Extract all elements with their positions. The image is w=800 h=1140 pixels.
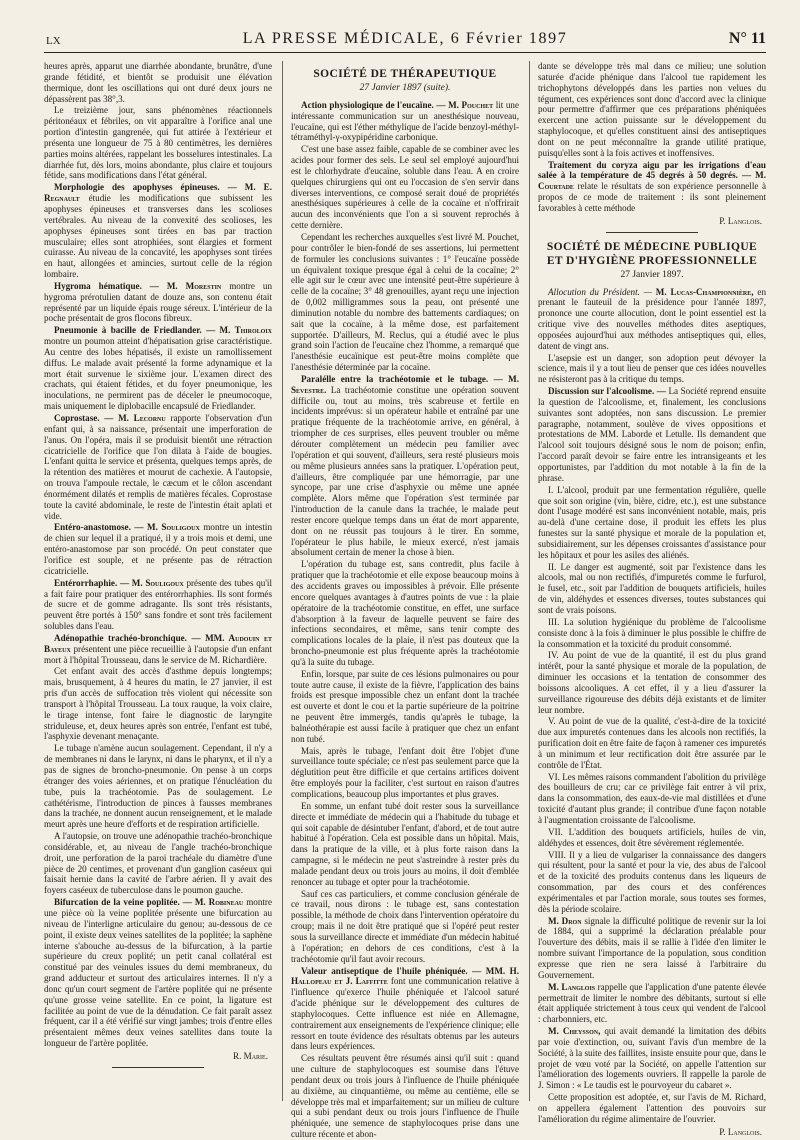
article-text: présentent une pièce recueillie à l'autopsie d'un enfant mort à l'hôpital Trousseau, dans le service de M. Richardière. — [44, 643, 272, 665]
paragraph: Enfin, lorsque, par suite de ces lésions pulmonaires ou pour toute autre cause, il existe de la fièvre, l'application des bains froids est presque impossible chez un enfant dont la trachée est ouverte et dont le cou et la partie supérieure de la poitrine ne peuvent être immergés, tandis qu'après le tubage, la balnéothérapie est aussi facile à pratiquer que chez un enfant non tubé. — [291, 668, 519, 744]
article-author: M. Robineau — [194, 897, 244, 908]
article-text: montre un hygroma prérotulien datant de douze ans, son contenu était représenté par un liquide épais rouge séreux. L'intérieur de la poche présentait de gros flocons fibreux. — [44, 280, 272, 324]
article-author: M. Lucas-Championnière, — [655, 286, 754, 297]
page-number: LX — [46, 35, 61, 47]
article-title: Traitement du coryza aigu par les irrigations d'eau salée à la température de 45 degrés à 50 degrés. — — [538, 159, 766, 181]
paragraph-langlois — [538, 982, 766, 1025]
article-author: M. Courtade — [538, 170, 766, 192]
article-author: M. Thiroloix — [219, 325, 273, 336]
article-text: montre un intestin de chien sur lequel il a pratiqué, il y a trois mois et demi, une entéro-anastomose par son procédé. On peut constater que l'orifice est souple, et ne présente pas de rétraction cicatricielle. — [44, 522, 272, 576]
paragraph: Cette proposition est adoptée, et, sur l'avis de M. Richard, on appellera également l'attention des pouvoirs sur l'amélioration du régime alimentaire de l'ouvrier. — [538, 1092, 766, 1124]
speaker-name: M. Langlois — [548, 981, 596, 992]
article-text: font une communication relative à l'influence qu'exerce l'huile phéniquée et l'alcool saturé d'acide phénique sur le développement des cultures de staphylocoques. Cette influence est niée en Allemagne, contrairement aux enseignements de l'expérience clinique; elle ressort en toute évidence des résultats obtenus par les auteurs dans leurs expériences. — [291, 976, 520, 1052]
article-author: M. Sevestre. — [291, 373, 520, 395]
article-veine-poplitee — [44, 897, 272, 1049]
article-author: M. Lecornu — [118, 413, 166, 423]
article-author: MM. Audouin et Bayeux — [44, 632, 272, 654]
speaker-text: qui avait demandé la limitation des débits par voie d'extinction, ou, suivant l'avis d'un membre de la Société, à la suite des faillites, insiste ensuite pour que, dans le projet de vœu voté par la Société, on appelle l'attention sur l'amélioration des logements ouvriers. Il rappelle la parole de J. Simon : « Le taudis est le pourvoyeur du cabaret ». — [538, 1026, 766, 1091]
conclusion-item: I. L'alcool, produit par une fermentation régulière, quelle que soit son origine (vin, bière, cidre, etc.), est une substance dont l'usage modéré est sans inconvénient notable, mais, pris au-delà d'une certaine dose, il produit les effets les plus funestes sur la santé physique et morale de la population et, subsidiairement, sur les dépenses croissantes d'assistance pour les hôpitaux et pour les asiles des aliénés. — [538, 484, 766, 560]
article-alcoolisme — [538, 386, 766, 484]
section-heading: SOCIÉTÉ DE MÉDECINE PUBLIQUE ET D'HYGIÈNE PROFESSIONNELLE — [546, 240, 758, 267]
article-text: montre un poumon atteint d'hépatisation grise caractéristique. Au centre des lobes hépatisés, il existe un ramollissement diffus. Le malade avait présenté la forme adynamique et la mort était survenue le sixième jour. L'examen direct des crachats, qui étaient fétides, et du foyer pneumonique, les inoculations, ne permirent pas de déceler le pneumocoque, mais uniquement le diplobacille encapsulé de Friedlander. — [44, 336, 272, 412]
column-2 — [282, 61, 520, 1140]
article-coprostase — [44, 413, 272, 521]
conclusion-item: IV. Au point de vue de la quantité, il est du plus grand intérêt, pour la santé physique et morale de la population, de diminuer les occasions et la tentation de consommer des boissons alcooliques. A cet effet, il y a lieu d'assurer la surveillance rigoureuse des débits déjà existants et de limiter leur nombre. — [538, 650, 766, 715]
article-text: en prenant le fauteuil de la présidence pour l'année 1897, prononce une courte allocution, dont le point essentiel est la critique vive des nouvelles méthodes dites aseptiques, opposées aujourd'hui aux méthodes antiseptiques qui, elles, datent de vingt ans. — [538, 286, 766, 351]
page-header — [44, 30, 766, 53]
paragraph: Ces résultats peuvent être résumés ainsi qu'il suit : quand une culture de staphylocoques est soumise dans l'étuve pendant deux ou trois jours à l'influence de l'huile phéniquée au dixième, au cinquantième, ou même au centième, elle se développe très mal et imparfaitement; sur un milieu de culture qui a subi pendant deux ou trois jours l'influence de l'huile phéniquée, une semence de staphylocoques prise dans une culture récente et abon- — [291, 1053, 519, 1140]
conclusion-item: VIII. Il y a lieu de vulgariser la connaissance des dangers qui résultent, pour la santé et pour la vie, des abus de l'alcool et de la toxicité des produits contenus dans les liqueurs de consommation, par des cours et des conférences expérimentales et par l'action morale, sous toutes ses formes, dès la période scolaire. — [538, 849, 766, 914]
article-title: Bifurcation de la veine poplitée. — — [54, 897, 192, 908]
article-author: MM. H. Hallopeau et J. Laffitte — [291, 965, 520, 987]
article-title: Morphologie des apophyses épineuses. — — [54, 182, 237, 193]
journal-title: LA PRESSE MÉDICALE, 6 Février 1897 — [242, 30, 568, 47]
signature: R. Marie. — [233, 1050, 268, 1061]
article-text: lit une intéressante communication sur un anesthésique nouveau, l'eucaïne, qui est l'éther méthylique de l'acide benzoyl-méthyl-tétraméthyl-γ-oxypipéridine carbonique. — [291, 99, 519, 143]
signature: P. Langlois. — [719, 215, 762, 226]
article-author: M. Souligoux — [131, 577, 184, 588]
columns — [44, 61, 767, 1140]
article-title: Adénopathie trachéo-bronchique. — — [54, 632, 201, 643]
article-morphologie — [44, 182, 272, 280]
article-title: Entérorrhaphie. — — [54, 577, 130, 588]
article-text: présente des tubes qu'il a fait faire pour pratiquer des entérorrhaphies. Ils sont formés de sucre et de gomme adragante. Ils sont très résistants, peuvent être portés à 150° sans fondre et sont très facilement solubles dans l'eau. — [44, 577, 272, 632]
article-title: Coprostase. — — [54, 413, 114, 423]
article-title: Entéro-anastomose. — — [54, 522, 144, 533]
conclusion-item: V. Au point de vue de la qualité, c'est-à-dire de la toxicité due aux impuretés contenues dans les alcools non rectifiés, la purification doit en être faite de façon à ramener ces impuretés à un minimum et leur rectification doit être assurée par le contrôle de l'État. — [538, 716, 766, 770]
article-allocution — [538, 287, 766, 352]
paragraph: Cet enfant avait des accès d'asthme depuis longtemps; mais, brusquement, à 4 heures du matin, le 27 janvier, il est pris d'un accès de suffocation très violent qui nécessite son transport à l'hôpital Trousseau. La toux rauque, la voix claire, le tirage intense, font faire le diagnostic de laryngite striduleuse, et, deux heures après son entrée, l'enfant est tubé, l'asphyxie devenant menaçante. — [44, 666, 272, 742]
paragraph: En somme, un enfant tubé doit rester sous la surveillance directe et immédiate de médecin qui a l'habitude du tubage et qui soit capable de désintuber l'enfant, d'abord, et de tout autre habitué à l'opération. Cela est possible dans un hôpital. Mais, dans la pratique de la ville, et à plus forte raison dans la campagne, si le médecin ne peut s'astreindre à rester près du malade pendant deux ou trois jours au moins, il doit d'emblée renoncer au tubage et opter pour la trachéotomie. — [291, 800, 519, 887]
conclusion-item: III. La solution hygiénique du problème de l'alcoolisme consiste donc à la fois à diminuer le plus possible le chiffre de la consommation et la toxicité du produit consommé. — [538, 616, 766, 649]
article-huile-pheniquee — [291, 966, 519, 1053]
conclusion-item: II. Le danger est augmenté, soit par l'existence dans les alcools, mal ou non rectifiés, d'impuretés comme le furfurol, le fusel, etc., soit par l'addition de bouquets artificiels, huiles de vin, aldéhydes et essences diverses, toutes substances qui sont de vrais poisons. — [538, 561, 766, 615]
conclusion-item: VII. L'addition des bouquets artificiels, huiles de vin, aldéhydes et essences, doit être sévèrement réglementée. — [538, 826, 766, 848]
article-enterorrhaphie — [44, 578, 272, 632]
issue-number: N° 11 — [728, 30, 766, 47]
speaker-name: M. Dron — [548, 915, 582, 926]
article-lead: Allocution du Président. — — [548, 286, 652, 297]
article-author: M. Morestin — [166, 280, 222, 291]
section-date: 27 Janvier 1897. — [620, 269, 684, 280]
speaker-text: rappelle que l'application d'une patente élevée permettrait de limiter le nombre des débitants, surtout si elle était appliquée strictement à tous ceux qui vendent de l'alcool : charbonniers, etc. — [538, 981, 767, 1025]
article-title: Valeur antiseptique de l'huile phéniquée. — — [301, 965, 482, 976]
column-1 — [44, 61, 272, 1101]
article-text: rapporte l'observation d'un enfant qui, à sa naissance, présentait une imperforation de l'anus. On l'opéra, mais il se produisit bientôt une rétraction cicatricielle de l'orifice que l'on dilata à l'aide de bougies. L'enfant quitta le service et présenta, quelques temps après, de la rétention des matières et mourut de cachexie. A l'autopsie, on trouva l'ampoule rectale, le cæcum et le côlon ascendant énormément dilatés et remplis de matières fécales. Coprostase toute la cavité abdominale, le reste de l'intestin était aplati et vide. — [44, 413, 273, 521]
signature: P. Langlois. — [719, 1126, 762, 1137]
article-adenopathie — [44, 633, 272, 666]
article-title: Paralélle entre la trachéotomie et le tubage. — — [301, 373, 503, 384]
paragraph: C'est une base assez faible, capable de se combiner avec les acides pour former des sels. Le seul sel employé aujourd'hui est le chlorhydrate d'eucaïne, soluble dans l'eau. A en croire quelques chirurgiens qui ont eu l'occasion de s'en servir dans diverses interventions, ce composé serait doué de propriétés anesthésiques supérieures à celle de la cocaïne et n'offrirait aucun des inconvénients que l'on a si souvent reprochés à cette dernière. — [291, 144, 519, 231]
article-text: La Société reprend ensuite la question de l'alcoolisme, et, finalement, les conclusions suivantes sont adoptées, non sans discussion. Le premier paragraphe, notamment, soulève de vives oppositions et protestations de MM. Laborde et Letulle. Ils demandent que l'alcool soit toujours désigné sous le nom de poison; enfin, l'accord paraît devoir se faire entre les intransigeants et les opportunistes, par l'addition du mot notable à la fin de la phrase. — [538, 386, 766, 483]
article-eucaine — [291, 100, 519, 143]
divider — [606, 232, 697, 233]
divider — [112, 1067, 203, 1068]
section-date: 27 Janvier 1897 (suite). — [359, 83, 451, 93]
paragraph: L'opération du tubage est, sans contredit, plus facile à pratiquer que la trachéotomie et elle expose beaucoup moins à des accidents graves ou impossibles à prévoir. Elle présente encore quelques avantages à d'autres points de vue : la plaie opératoire de la trachéotomie constitue, en effet, une surface d'absorption à la faveur de laquelle peuvent se faire des infections secondaires, et même, sans tenir compte des complications locales de la plaie, il n'est pas douteux que la broncho-pneumonie est plus fréquente après la trachéotomie qu'à la suite du tubage. — [291, 559, 519, 667]
article-author: M. Pouchet — [448, 99, 494, 110]
article-title: Action physiologique de l'eucaïne. — — [301, 99, 446, 110]
article-text: étudie les modifications que subissent les apophyses épineuses et transverses dans les scolioses vertébrales. Au niveau de la convexité des scolioses, les apophyses épineuses sont tirées en bas par traction musculaire; elles sont atrophiées, sont élargies et forment cuirasse. Au niveau de la concavité, les apophyses sont tirées en haut, allongées et amincies, surtout celle de la région lombaire. — [44, 193, 272, 280]
speaker-name: M. Cheysson, — [548, 1026, 601, 1037]
article-author: M. Souligoux — [147, 522, 200, 533]
article-title: Discussion sur l'alcoolisme. — — [548, 386, 666, 397]
paragraph: Sauf ces cas particuliers, et comme conclusion générale de ce travail, nous dirons : le tubage est, sans contestation possible, la méthode de choix dans l'intervention opératoire du croup; mais il ne doit être pratiqué que si l'opéré peut rester sous la surveillance directe et immédiate d'un médecin habitué à l'opération; en dehors de ces conditions, c'est à la trachéotomie qu'il faut avoir recours. — [291, 888, 519, 964]
speaker-text: signale la difficulté politique de revenir sur la loi de 1884, qui a supprimé la déclaration préalable pour l'ouverture des débits, mais il se rallie à l'idée d'en limiter le nombre suivant l'importance de la population, sous condition expresse que rien ne sera laissé à l'arbitraire du Gouvernement. — [538, 915, 766, 980]
article-pneumonie — [44, 325, 272, 412]
paragraph-dron — [538, 916, 766, 981]
paragraph: Le treizième jour, sans phénomènes réactionnels péritonéaux et fébriles, on vit apparaître à l'orifice anal une portion d'intestin gangrenée, qui fut attirée à l'extérieur et présenta une longueur de 75 à 80 centimètres, les dernières parties moins altérées, rappelant les bosselures intestinales. La diarrhée fut, dès lors, moins abondante, plus claire et toujours fétide, sans modifications dans l'état général. — [44, 105, 272, 181]
article-author: M. E. Regnault — [44, 182, 272, 204]
article-hygroma — [44, 281, 272, 324]
paragraph-cheysson — [538, 1026, 766, 1091]
article-entero-anastomose — [44, 522, 272, 576]
article-title: Pneumonie à bacille de Friedlander. — — [54, 325, 216, 336]
paragraph: Cependant les recherches auxquelles s'est livré M. Pouchet, pour contrôler le bien-fondé de ses assertions, lui permettent de formuler les conclusions suivantes : 1° l'eucaïne possède un équivalent toxique presque égal à celui de la cocaïne; 2° elle agit sur le cœur avec une intensité peut-être supérieure à celle de la cocaïne; 3° 48 grenouilles, ayant reçu une injection de 0,002 milligrammes sous la peau, ont présenté une diminution notable du nombre des battements cardiaques; on sait que la cocaïne, à la même dose, est parfaitement supportée. D'ailleurs, M. Reclus, qui a étudié avec le plus grand soin l'action de l'eucaïne chez l'homme, a remarqué que l'anesthésie eucaïnique est peut-être moins complète que l'anesthésie déterminée par la cocaïne. — [291, 231, 519, 373]
article-title: Hygroma hématique. — — [54, 280, 159, 291]
article-tracheotomie-tubage — [291, 374, 519, 558]
column-3 — [529, 61, 767, 1137]
article-text: relate le résultats de son expérience personnelle à propos de ce mode de traitement : ils sont pleinement favorables à cette méthode — [538, 181, 766, 213]
paragraph: Le tubage n'amène aucun soulagement. Cependant, il n'y a de membranes ni dans le larynx, ni dans le pharynx, et il n'y a pas de signes de broncho-pneumonie. On pense à un corps étranger des voies aériennes, et on pratique l'énucléation du tube, puis la trachéotomie. Pas de soulagement. Le cathétérisme, l'introduction de pinces à fausses membranes dans la trachée, ne donnent aucun renseignement, et le malade meurt après une heure d'efforts et de respiration artificielle. — [44, 743, 272, 830]
article-coryza — [538, 160, 766, 214]
paragraph: dante se développe très mal dans ce milieu; une solution saturée d'acide phénique dans l'alcool tue rapidement les trichophytons développés dans les parties non velues du tégument, ces expériences sont donc d'accord avec la clinique pour permettre d'affirmer que ces préparations phéniquées exercent une action puissante sur le développement du staphylocoque, et qu'elles constituent ainsi des antiseptiques dont on ne peut méconnaître la grande utilité pratique, puisqu'elles sont à la fois actives et inoffensives. — [538, 61, 766, 158]
paragraph: Mais, après le tubage, l'enfant doit être l'objet d'une surveillance toute spéciale; ce n'est pas seulement parce que la déglutition peut être difficile et que certains artifices doivent être employés pour la faciliter, c'est surtout en raison d'autres complications, beaucoup plus importantes et plus graves. — [291, 745, 519, 799]
paragraph: heures après, apparut une diarrhée abondante, brunâtre, d'une grande fétidité, et bientôt se produisit une élévation thermique, dont les oscillations qui ont duré deux jours ne dépassèrent pas 38°,3. — [44, 61, 272, 104]
article-text: La trachéotomie constitue une opération souvent difficile ou, tout au moins, très scabreuse et fertile en incidents imprévus: si un opérateur habile et entraîné par une pratique fréquente de la trachéotomie arrive, en général, à triompher de ces surprises, elles peuvent troubler ou même dérouter complètement un médecin peu familier avec l'opération et qui souvent, d'ailleurs, sera resté plusieurs mois ou même plusieurs années sans la pratiquer. L'opération peut, d'ailleurs, être compliquée par une hémorragie, par une syncope, par une crise d'asphyxie ou même une apnée complète. Alors même que l'opération s'est terminée par l'introduction de la canule dans la trachée, le malade peut rester encore quelque temps dans un état de mort apparente, dont on ne réussit pas toujours à le tirer. En somme, l'opérateur le plus habile, le mieux exercé, n'est jamais absolument certain de mener la chose à bien. — [291, 384, 519, 558]
section-heading: SOCIÉTÉ DE THÉRAPEUTIQUE — [313, 68, 497, 80]
conclusion-item: VI. Les mêmes raisons commandent l'abolition du privilège des bouilleurs de cru; car ce privilège fait entrer à vil prix, dans la consommation, des eaux-de-vie mal distillées et d'une toxicité d'autant plus grande; il contribue d'une façon notable à l'augmentation croissante de l'alcoolisme. — [538, 771, 766, 825]
paragraph: A l'autopsie, on trouve une adénopathie trachéo-bronchique considérable, et, au niveau de l'angle trachéo-bronchique droit, une perforation de la paroi trachéale du diamètre d'une pièce de 20 centimes, et provenant d'un ganglion caséeux qui faisait hernie dans la cavité de l'arbre aérien. Il y avait des foyers caséeux de tuberculose dans le poumon gauche. — [44, 831, 272, 896]
paragraph: L'asepsie est un danger, son adoption peut dévoyer la science, mais il y a tout lieu de penser que ces idées nouvelles ne résisteront pas à la critique du temps. — [538, 352, 766, 385]
article-text: montre une pièce où la veine poplitée présente une bifurcation au niveau de l'interligne articulaire du genou; au-dessous de ce point, il existe deux veines satellites de la poplitée; la saphène interne s'abouche au-dessus de la bifurcation, à la partie supérieure du creux poplité; un petit canal collatéral est constitué par des veinules issues du demi membraneux, du grand adducteur et surtout des articulaires internes. Il n'y a donc qu'un court segment de l'artère poplitée qui ne présente qu'une grosse veine satellite. En ce point, la ligature est facilitée au point de vue de la dénudation. Ce fait paraît assez fréquent, car il a été vérifié sur vingt jambes; trois d'entre elles présentaient mêmes deux veines satellites dans toute la longueur de l'artère poplitée. — [44, 897, 272, 1049]
